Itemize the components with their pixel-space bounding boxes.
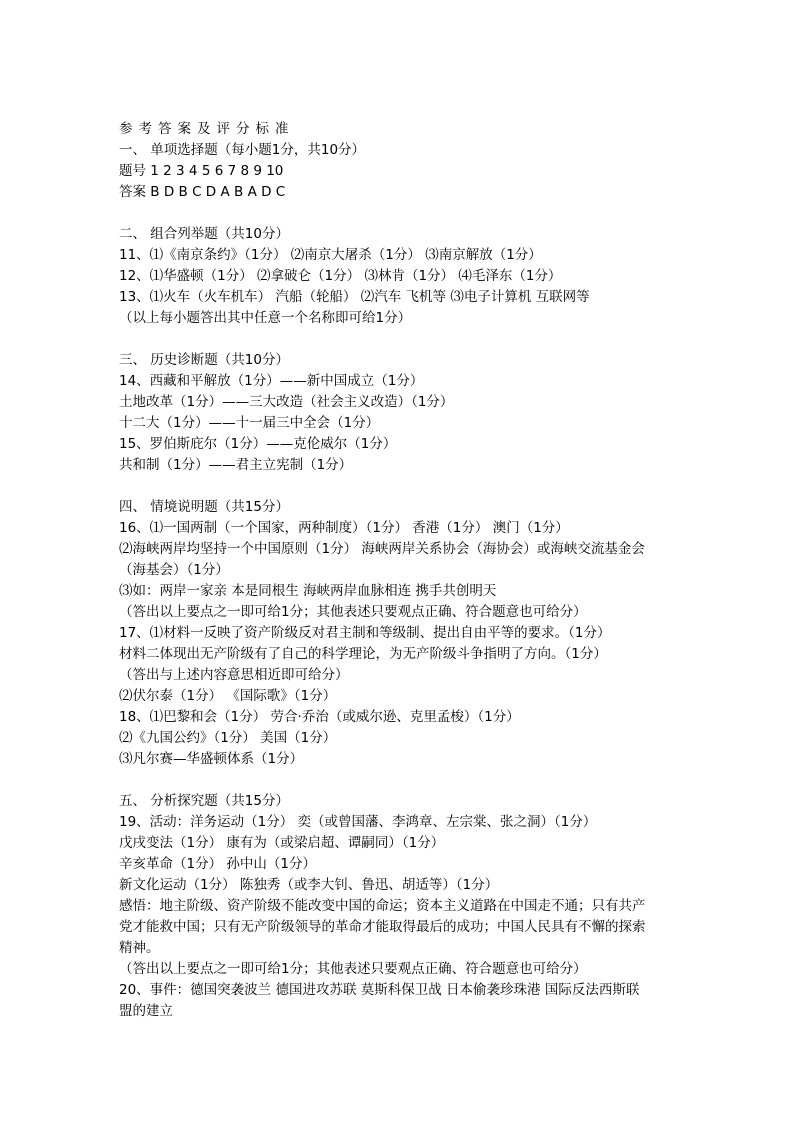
question-13-answer: 13、⑴火车（火车机车） 汽船（轮船） ⑵汽车 飞机等 ⑶电子计算机 互联网等 <box>119 289 590 305</box>
section-3-line: 共和制（1分）——君主立宪制（1分） <box>119 457 353 473</box>
section-5-line: 党才能救中国；只有无产阶级领导的革命才能取得最后的成功；中国人民具有不懈的探索 <box>119 919 646 935</box>
section-4-line: ⑵伏尔泰（1分） 《国际歌》（1分） <box>119 688 337 704</box>
section-2-heading: 二、 组合列举题（共10分） <box>119 226 289 242</box>
section-5-line: 新文化运动（1分） 陈独秀（或李大钊、鲁迅、胡适等）（1分） <box>119 877 499 893</box>
section-4-line: 18、⑴巴黎和会（1分） 劳合·乔治（或威尔逊、克里孟梭）（1分） <box>119 709 520 725</box>
section-4-heading: 四、 情境说明题（共15分） <box>119 499 289 515</box>
section-3-heading: 三、 历史诊断题（共10分） <box>119 352 289 368</box>
section-4-line: ⑵《九国公约》（1分） 美国（1分） <box>119 730 337 746</box>
section-1-heading: 一、 单项选择题（每小题1分，共10分） <box>119 142 366 158</box>
document-title: 参考答案及评分标准 <box>119 121 295 137</box>
section-4-line: ⑶如：两岸一家亲 本是同根生 海峡两岸血脉相连 携手共创明天 <box>119 583 497 599</box>
section-5-heading: 五、 分析探究题（共15分） <box>119 793 289 809</box>
section-5-line: 精神。 <box>119 940 160 956</box>
answer-key-document <box>119 119 719 1022</box>
section-5-line: 辛亥革命（1分） 孙中山（1分） <box>119 856 316 872</box>
question-11-answer: 11、⑴《南京条约》（1分） ⑵南京大屠杀（1分） ⑶南京解放（1分） <box>119 247 542 263</box>
section-3-line: 14、西藏和平解放（1分）——新中国成立（1分） <box>119 373 424 389</box>
blank-line <box>119 329 719 350</box>
section-5-line: 20、事件：德国突袭波兰 德国进攻苏联 莫斯科保卫战 日本偷袭珍珠港 国际反法西斯联 <box>119 982 640 998</box>
blank-line <box>119 770 719 791</box>
section-4-line: （海基会）（1分） <box>119 562 229 578</box>
section-4-line: 16、⑴一国两制（一个国家，两种制度）（1分） 香港（1分） 澳门（1分） <box>119 520 569 536</box>
section-4-line: 材料二体现出无产阶级有了自己的科学理论，为无产阶级斗争指明了方向。（1分） <box>119 646 607 662</box>
section-4-line: ⑶凡尔赛—华盛顿体系（1分） <box>119 751 304 767</box>
section-1-answers: 答案 B D B C D A B A D C <box>119 184 286 200</box>
blank-line <box>119 476 719 497</box>
section-1-question-numbers: 题号 1 2 3 4 5 6 7 8 9 10 <box>119 163 284 179</box>
section-3-line: 土地改革（1分）——三大改造（社会主义改造）（1分） <box>119 394 454 410</box>
section-4-line: 17、⑴材料一反映了资产阶级反对君主制和等级制、提出自由平等的要求。（1分） <box>119 625 611 641</box>
section-4-line: ⑵海峡两岸均坚持一个中国原则（1分） 海峡两岸关系协会（海协会）或海峡交流基金会 <box>119 541 645 557</box>
section-5-line: 戊戌变法（1分） 康有为（或梁启超、谭嗣同）（1分） <box>119 835 445 851</box>
section-5-line: 盟的建立 <box>119 1003 173 1019</box>
section-5-line: 感悟：地主阶级、资产阶级不能改变中国的命运；资本主义道路在中国走不通；只有共产 <box>119 898 646 914</box>
section-4-line: （答出与上述内容意思相近即可给分） <box>119 667 349 683</box>
question-12-answer: 12、⑴华盛顿（1分） ⑵拿破仑（1分） ⑶林肯（1分） ⑷毛泽东（1分） <box>119 268 562 284</box>
section-3-line: 15、罗伯斯庇尔（1分）——克伦威尔（1分） <box>119 436 397 452</box>
blank-line <box>119 203 719 224</box>
section-3-line: 十二大（1分）——十一届三中全会（1分） <box>119 415 380 431</box>
section-4-line: （答出以上要点之一即可给1分；其他表述只要观点正确、符合题意也可给分） <box>119 604 587 620</box>
section-2-note: （以上每小题答出其中任意一个名称即可给1分） <box>119 310 412 326</box>
section-5-line: （答出以上要点之一即可给1分；其他表述只要观点正确、符合题意也可给分） <box>119 961 587 977</box>
section-5-line: 19、活动：洋务运动（1分） 奕（或曾国藩、李鸿章、左宗棠、张之洞）（1分） <box>119 814 597 830</box>
